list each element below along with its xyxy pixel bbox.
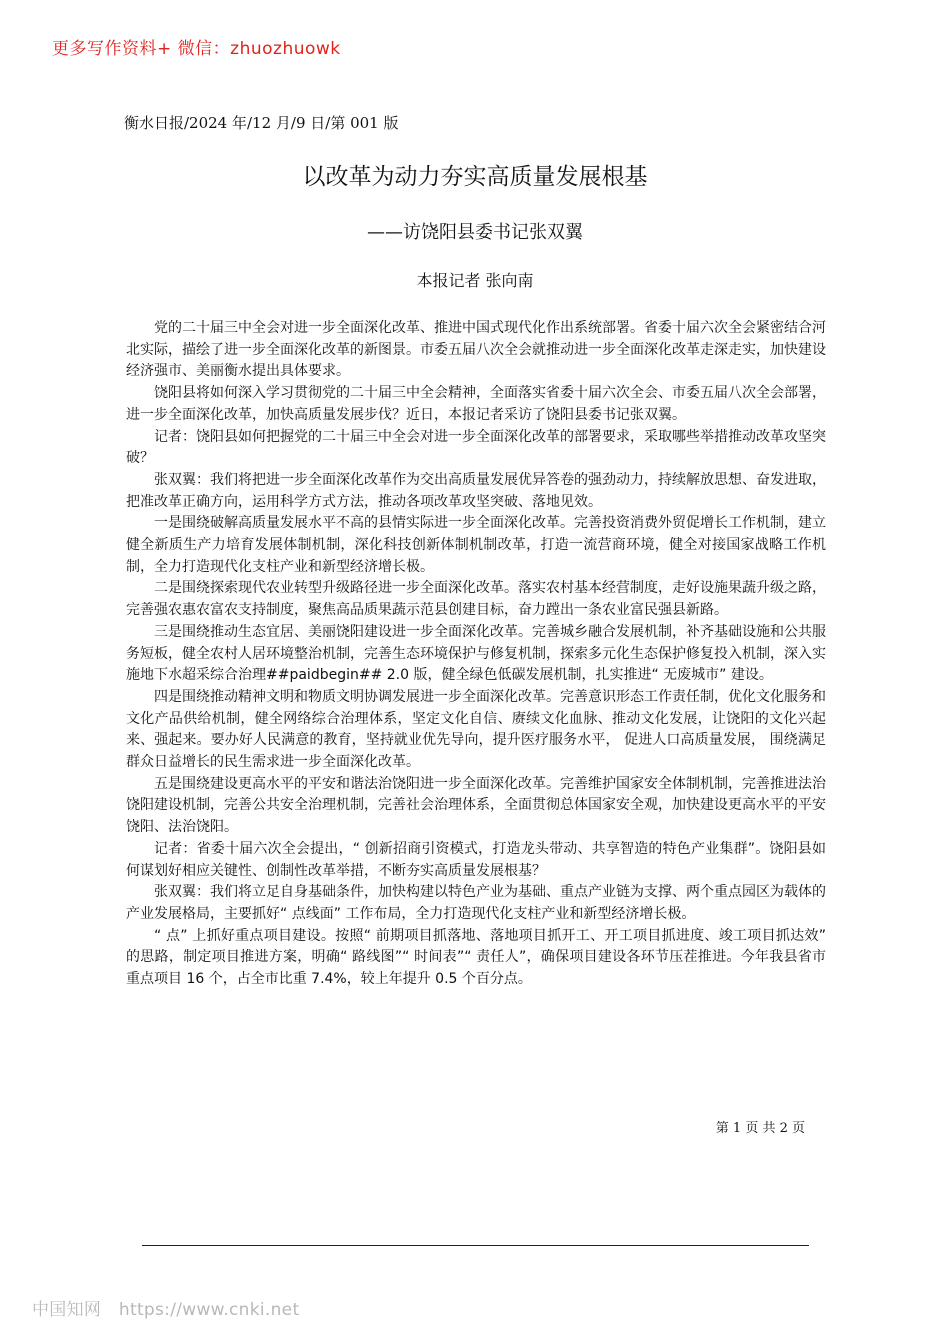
footer-divider <box>142 1245 809 1246</box>
cnki-watermark <box>32 1295 299 1320</box>
article-author: 本报记者 张向南 <box>416 271 534 290</box>
source-line: 衡水日报/2024 年/12 月/9 日/第 001 版 <box>124 114 399 132</box>
watermark-url: https://www.cnki.net <box>118 1300 300 1320</box>
article-title: 以改革为动力夯实高质量发展根基 <box>302 164 648 190</box>
paragraph: 记者：饶阳县如何把握党的二十届三中全会对进一步全面深化改革的部署要求，采取哪些举措推动改革攻坚突破？ <box>126 428 826 467</box>
paragraph: 饶阳县将如何深入学习贯彻党的二十届三中全会精神，全面落实省委十届六次全会、市委五届八次全会部署，进一步全面深化改革，加快高质量发展步伐？近日，本报记者采访了饶阳县委书记张双翼。 <box>126 385 826 423</box>
paragraph: 一是围绕破解高质量发展水平不高的县情实际进一步全面深化改革。完善投资消费外贸促增长工作机制，建立健全新质生产力培育发展体制机制，深化科技创新体制机制改革，打造一流营商环境，健全对接国家战略工作机制，全力打造现代化支柱产业和新型经济增长极。 <box>126 515 826 575</box>
paragraph: 记者：省委十届六次全会提出，“ 创新招商引资模式，打造龙头带动、共享智造的特色产业集群”。饶阳县如何谋划好相应关键性、创制性改革举措，不断夯实高质量发展根基？ <box>126 840 826 879</box>
paragraph: “ 点” 上抓好重点项目建设。按照“ 前期项目抓落地、落地项目抓开工、开工项目抓进度、竣工项目抓达效” 的思路，制定项目推进方案，明确“ 路线图”“ 时间表”“ 责任人”，确保项目建设各环节压茬推进。今年我县省市重点项目 16 个，占全市比重 7.4%，较上年提升 0.5 个百分点。 <box>126 927 826 988</box>
paragraph: 五是围绕建设更高水平的平安和谐法治饶阳进一步全面深化改革。完善维护国家安全体制机制，完善推进法治饶阳建设机制，完善公共安全治理机制，完善社会治理体系，全面贯彻总体国家安全观，加快建设更高水平的平安饶阳、法治饶阳。 <box>126 775 826 836</box>
promo-banner: 更多写作资料+ 微信：zhuozhuowk <box>52 39 341 59</box>
page-indicator: 第 1 页 共 2 页 <box>715 1121 805 1136</box>
paragraph: 四是围绕推动精神文明和物质文明协调发展进一步全面深化改革。完善意识形态工作责任制，优化文化服务和文化产品供给机制，健全网络综合治理体系，坚定文化自信、赓续文化血脉、推动文化发展，让饶阳的文化兴起来、强起来。要办好人民满意的教育，坚持就业优先导向，提升医疗服务水平， 促进人口高质量发展， 围绕满足群众日益增长的民生需求进一步全面深化改革。 <box>126 688 826 771</box>
article-body <box>126 318 826 991</box>
article-subtitle: ——访饶阳县委书记张双翼 <box>367 222 583 243</box>
paragraph: 张双翼：我们将立足自身基础条件，加快构建以特色产业为基础、重点产业链为支撑、两个重点园区为载体的产业发展格局，主要抓好“ 点线面” 工作布局，全力打造现代化支柱产业和新型经济增长极。 <box>126 884 826 922</box>
paragraph: 党的二十届三中全会对进一步全面深化改革、推进中国式现代化作出系统部署。省委十届六次全会紧密结合河北实际，描绘了进一步全面深化改革的新图景。市委五届八次全会就推动进一步全面深化改革走深走实，加快建设经济强市、美丽衡水提出具体要求。 <box>126 320 826 380</box>
paragraph: 张双翼：我们将把进一步全面深化改革作为交出高质量发展优异答卷的强劲动力，持续解放思想、奋发进取，把准改革正确方向，运用科学方式方法，推动各项改革攻坚突破、落地见效。 <box>126 471 826 510</box>
paragraph: 二是围绕探索现代农业转型升级路径进一步全面深化改革。落实农村基本经营制度，走好设施果蔬升级之路，完善强农惠农富农支持制度，聚焦高品质果蔬示范县创建目标，奋力蹚出一条农业富民强县新路。 <box>126 580 826 619</box>
watermark-brand: 中国知网 <box>32 1300 102 1320</box>
paragraph: 三是围绕推动生态宜居、美丽饶阳建设进一步全面深化改革。完善城乡融合发展机制，补齐基础设施和公共服务短板，健全农村人居环境整治机制，完善生态环境保护与修复机制，探索多元化生态保护修复投入机制，深入实施地下水超采综合治理##paidbegin## 2.0 版，健全绿色低碳发展机制，扎实推进“ 无废城市” 建设。 <box>126 623 826 684</box>
